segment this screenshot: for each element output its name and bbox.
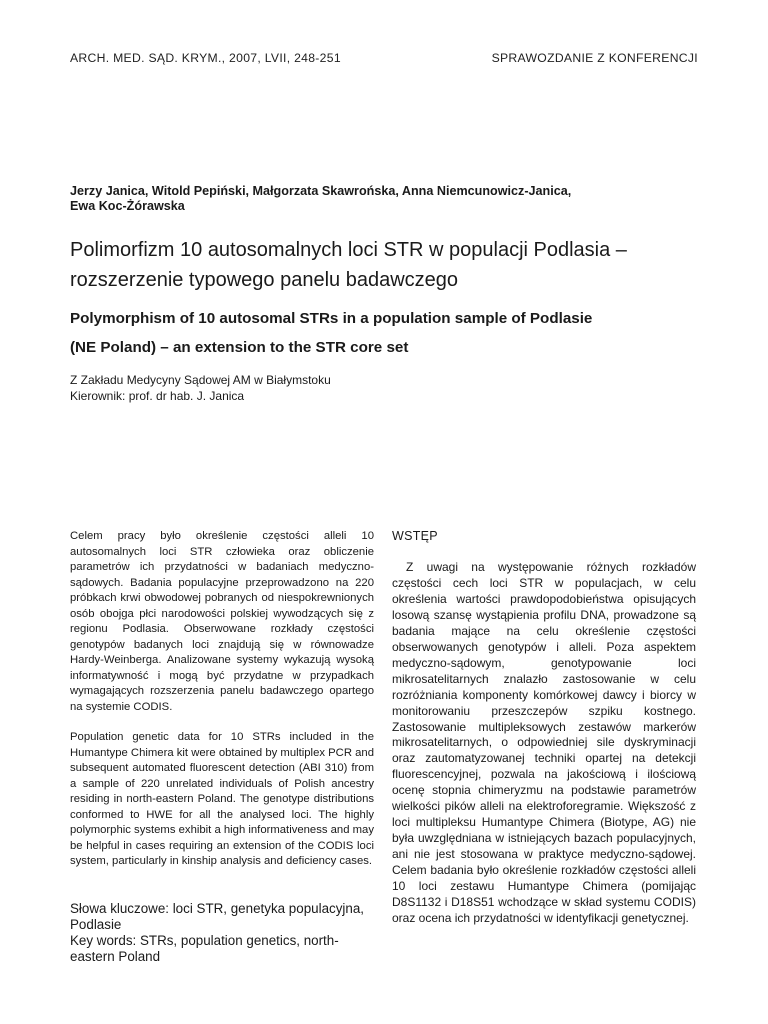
abstract-polish: Celem pracy było określenie częstości alleli 10 autosomalnych loci STR człowieka oraz obliczenie parametrów ich przydatności w badaniach medyczno-sądowych. Badania populacyjne przeprowadzono na 220 próbkach krwi obwodowej pobranych od niespokrewnionych osób obojga płci narodowości polskiej wywodzących się z regionu Podlasia. Obserwowane rozkłady częstości genotypów badanych loci znajdują się w równowadze Hardy-Weinberga. Analizowane systemy wykazują wysoką informatywność i mogą być przydatne w przypadkach wymagających rozszerzenia panelu badawczego opartego na systemie CODIS. bbox=[70, 530, 374, 713]
introduction-text: Z uwagi na występowanie różnych rozkładów częstości cech loci STR w populacjach, w celu określenia wartości prawdopodobieństwa opisujących losową szansę wystąpienia profilu DNA, prowadzone są badania mające na celu określenie częstości obserwowanych genotypów i alleli. Poza aspektem medyczno-sądowym, genotypowanie loci mikrosatelitarnych znalazło zastosowanie w celu rozróżniania komponenty komórkowej dawcy i biorcy w monitorowaniu przeszczepów szpiku kostnego. Zastosowanie multipleksowych zestawów markerów mikrosatelitarnych, o odpowiedniej sile dyskryminacji oraz zautomatyzowanej techniki opartej na detekcji fluorescencyjnej, pozwala na jakościową i ilościową ocenę stopnia chimeryzmu na podstawie parametrów wielkości pików alleli na elektroforegramie. Większość z loci multipleksu Humantype Chimera (Biotype, AG) nie była uwzględniana w istniejących bazach populacyjnych, ani nie jest stosowana w praktyce medyczno-sądowej. Celem badania było określenie rozkładów częstości alleli 10 loci zestawu Humantype Chimera (pomijając D8S1132 i D18S51 wchodzące w skład systemu CODIS) oraz ocena ich przydatności w identyfikacji genetycznej. bbox=[392, 560, 696, 925]
journal-reference: ARCH. MED. SĄD. KRYM., 2007, LVII, 248-251 bbox=[70, 51, 341, 65]
affiliation-line-2: Kierownik: prof. dr hab. J. Janica bbox=[70, 388, 245, 403]
section-heading-intro: WSTĘP bbox=[392, 529, 438, 543]
title-polish-line-2: rozszerzenie typowego panelu badawczego bbox=[70, 269, 459, 291]
title-polish-line-1: Polimorfizm 10 autosomalnych loci STR w populacji Podlasia – bbox=[70, 239, 627, 261]
authors-line-1: Jerzy Janica, Witold Pepiński, Małgorzata Skawrońska, Anna Niemcunowicz-Janica, bbox=[70, 184, 572, 198]
title-english bbox=[70, 304, 710, 362]
affiliation-line-1: Z Zakładu Medycyny Sądowej AM w Białymstoku bbox=[70, 373, 331, 387]
title-english-line-2: (NE Poland) – an extension to the STR core set bbox=[70, 339, 409, 356]
title-english-line-1: Polymorphism of 10 autosomal STRs in a population sample of Podlasie bbox=[70, 310, 593, 327]
abstract-english: Population genetic data for 10 STRs included in the Humantype Chimera kit were obtained by multiplex PCR and subsequent automated fluorescent detection (ABI 310) from a sample of 220 unrelated individuals of Polish ancestry residing in north-eastern Poland. The genotype distributions conformed to HWE for all the analysed loci. The highly polymorphic systems exhibit a high informativeness and may be helpful in cases requiring an extension of the CODIS loci system, particularly in kinship analysis and deficiency cases. bbox=[70, 731, 374, 867]
title-polish bbox=[70, 235, 710, 295]
keywords bbox=[70, 901, 374, 965]
keywords-polish: Słowa kluczowe: loci STR, genetyka populacyjna, Podlasie bbox=[70, 901, 364, 932]
affiliation bbox=[70, 373, 331, 404]
authors-line-2: Ewa Koc-Żórawska bbox=[70, 199, 185, 213]
keywords-english: Key words: STRs, population genetics, north-eastern Poland bbox=[70, 933, 339, 964]
authors bbox=[70, 184, 710, 214]
section-label: SPRAWOZDANIE Z KONFERENCJI bbox=[491, 51, 698, 65]
